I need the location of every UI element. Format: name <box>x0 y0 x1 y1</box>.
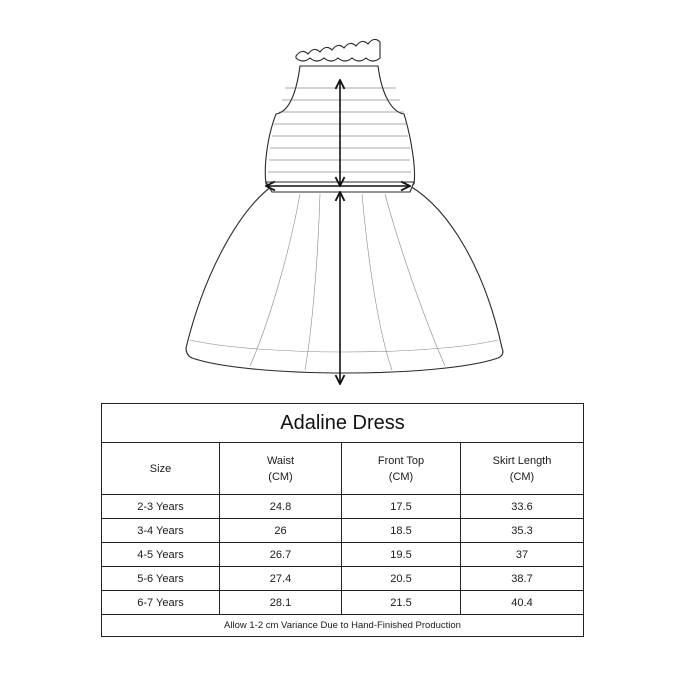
skirt-length-cell: 40.4 <box>461 591 584 615</box>
waist-cell: 26 <box>220 519 342 543</box>
front-top-cell: 21.5 <box>342 591 461 615</box>
waist-cell: 24.8 <box>220 495 342 519</box>
skirt-length-cell: 35.3 <box>461 519 584 543</box>
header-skirt-length: Skirt Length (CM) <box>461 443 584 495</box>
size-cell: 4-5 Years <box>102 543 220 567</box>
front-top-cell: 19.5 <box>342 543 461 567</box>
size-cell: 3-4 Years <box>102 519 220 543</box>
waist-cell: 26.7 <box>220 543 342 567</box>
size-cell: 5-6 Years <box>102 567 220 591</box>
variance-note: Allow 1-2 cm Variance Due to Hand-Finished Production <box>102 615 584 637</box>
front-top-cell: 17.5 <box>342 495 461 519</box>
header-row <box>102 443 584 495</box>
table-row <box>102 495 584 519</box>
table-row <box>102 543 584 567</box>
product-title: Adaline Dress <box>102 404 584 443</box>
skirt-length-cell: 38.7 <box>461 567 584 591</box>
waist-cell: 27.4 <box>220 567 342 591</box>
size-cell: 2-3 Years <box>102 495 220 519</box>
table-row <box>102 567 584 591</box>
skirt-length-cell: 33.6 <box>461 495 584 519</box>
header-waist: Waist (CM) <box>220 443 342 495</box>
front-top-cell: 18.5 <box>342 519 461 543</box>
dress-outline <box>186 39 503 373</box>
header-front-top: Front Top (CM) <box>342 443 461 495</box>
table-row <box>102 519 584 543</box>
skirt-length-cell: 37 <box>461 543 584 567</box>
front-top-cell: 20.5 <box>342 567 461 591</box>
size-cell: 6-7 Years <box>102 591 220 615</box>
size-chart-table <box>101 403 584 637</box>
header-size: Size <box>102 443 220 495</box>
table-row <box>102 591 584 615</box>
waist-cell: 28.1 <box>220 591 342 615</box>
